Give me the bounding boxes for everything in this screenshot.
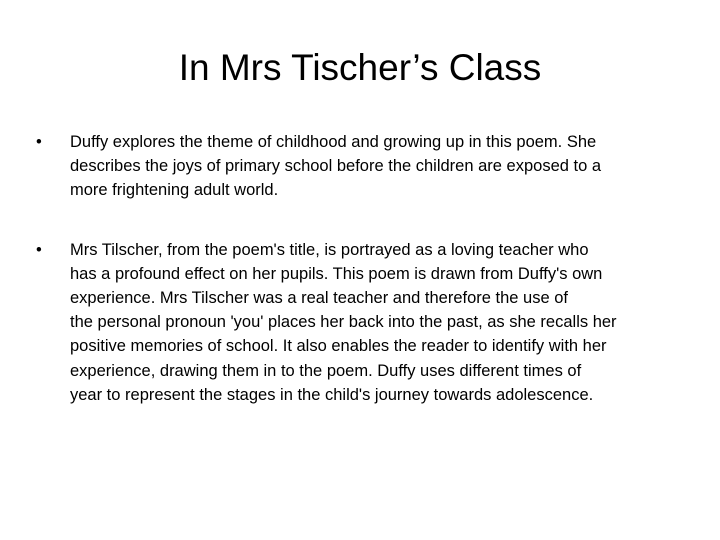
bullet-item	[36, 238, 684, 407]
bullet-text	[70, 130, 684, 203]
bullet-dot-icon: •	[36, 240, 42, 259]
text-line: experience. Mrs Tilscher was a real teacher and therefore the use of	[70, 289, 569, 308]
bullet-dot-icon: •	[36, 133, 42, 151]
bullet-list	[36, 130, 684, 442]
bullet-text	[70, 238, 684, 407]
text-line: more frightening adult world.	[70, 181, 279, 200]
text-line: describes the joys of primary school before the children are exposed to a	[70, 157, 602, 176]
text-line: Duffy explores the theme of childhood and growing up in this poem. She	[70, 133, 597, 151]
slide-title: In Mrs Tischer’s Class	[178, 47, 542, 88]
bullet-item	[36, 130, 684, 203]
text-line: positive memories of school. It also enables the reader to identify with her	[70, 337, 607, 356]
text-line: the personal pronoun 'you' places her back into the past, as she recalls her	[70, 313, 617, 332]
text-line: Mrs Tilscher, from the poem's title, is portrayed as a loving teacher who	[70, 240, 589, 259]
text-line: year to represent the stages in the child's journey towards adolescence.	[70, 385, 594, 404]
text-line: has a profound effect on her pupils. This poem is drawn from Duffy's own	[70, 264, 603, 283]
text-line: experience, drawing them in to the poem. Duffy uses different times of	[70, 361, 582, 380]
